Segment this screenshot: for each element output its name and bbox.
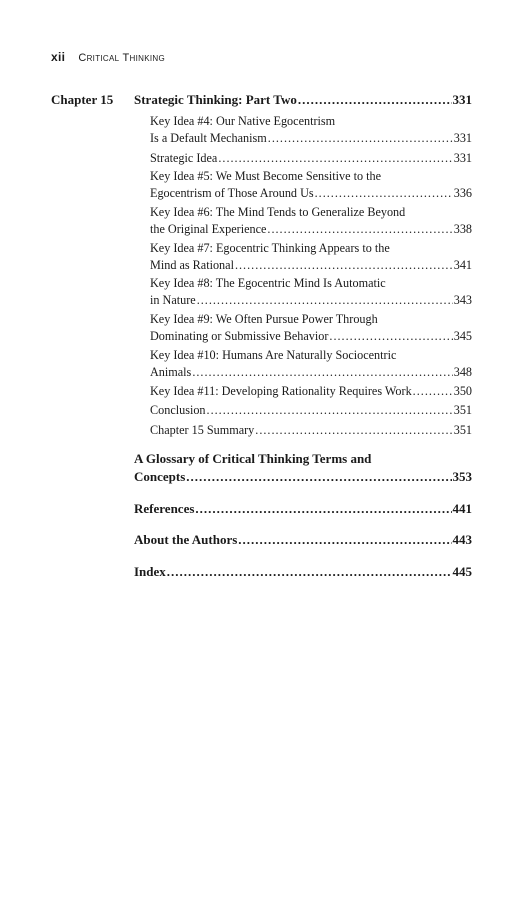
entry-title: References	[134, 501, 195, 516]
toc-entry-chapter-title[interactable]	[134, 92, 472, 108]
entry-title: Conclusion	[150, 403, 206, 417]
entry-line1: Key Idea #5: We Must Become Sensitive to the	[150, 169, 381, 183]
entry-line1: Key Idea #8: The Egocentric Mind Is Automatic	[150, 276, 386, 290]
entry-title: Strategic Idea	[150, 151, 218, 165]
entry-page: 350	[453, 384, 472, 398]
entry-page: 331	[452, 92, 472, 107]
toc-entry[interactable]	[150, 131, 472, 146]
leader-dots	[195, 501, 451, 517]
toc-entry-references[interactable]	[134, 501, 472, 517]
toc-entry[interactable]	[150, 365, 472, 380]
entry-title: Key Idea #11: Developing Rationality Requires Work	[150, 384, 412, 398]
entry-line1: Key Idea #10: Humans Are Naturally Sociocentric	[150, 348, 397, 362]
leader-dots	[186, 469, 451, 485]
running-title: Critical Thinking	[78, 52, 165, 64]
entry-line1: Key Idea #4: Our Native Egocentrism	[150, 114, 336, 128]
leader-dots	[167, 564, 452, 580]
entry-title: Egocentrism of Those Around Us	[150, 186, 314, 200]
toc-entry[interactable]	[150, 151, 472, 166]
entry-title: Animals	[150, 365, 192, 379]
entry-page: 345	[453, 329, 472, 343]
toc-entry[interactable]	[150, 384, 472, 399]
entry-title: Is a Default Mechanism	[150, 131, 267, 145]
entry-page: 445	[452, 564, 472, 579]
toc-entry[interactable]	[150, 222, 472, 237]
leader-dots	[298, 92, 452, 108]
toc-entry[interactable]	[150, 258, 472, 273]
entry-page: 443	[452, 532, 472, 547]
toc-entry[interactable]	[150, 329, 472, 344]
leader-dots	[329, 329, 452, 344]
entry-title: Dominating or Submissive Behavior	[150, 329, 329, 343]
entry-page: 353	[452, 469, 472, 484]
entry-line1: Key Idea #6: The Mind Tends to Generalize Beyond	[150, 205, 406, 219]
leader-dots	[197, 293, 453, 308]
toc-entry-about-authors[interactable]	[134, 532, 472, 548]
leader-dots	[218, 151, 452, 166]
entry-title: Strategic Thinking: Part Two	[134, 92, 297, 107]
entry-page: 343	[453, 293, 472, 307]
entry-page: 351	[453, 403, 472, 417]
leader-dots	[238, 532, 451, 548]
leader-dots	[192, 365, 452, 380]
entry-page: 351	[453, 423, 472, 437]
running-head	[51, 50, 165, 64]
entry-page: 441	[452, 501, 472, 516]
entry-title: the Original Experience	[150, 222, 267, 236]
entry-line1: A Glossary of Critical Thinking Terms and	[134, 451, 372, 466]
chapter-label: Chapter 15	[51, 92, 114, 107]
entry-title: Concepts	[134, 469, 186, 484]
entry-line1: Key Idea #9: We Often Pursue Power Through	[150, 312, 378, 326]
page-number: xii	[51, 50, 66, 64]
entry-title: Index	[134, 564, 166, 579]
toc-entry[interactable]	[150, 186, 472, 201]
leader-dots	[315, 186, 453, 201]
entry-title: About the Authors	[134, 532, 238, 547]
entry-page: 331	[453, 131, 472, 145]
entry-page: 348	[453, 365, 472, 379]
toc-entry[interactable]	[150, 403, 472, 418]
leader-dots	[268, 131, 453, 146]
leader-dots	[207, 403, 453, 418]
leader-dots	[413, 384, 453, 399]
entry-title: in Nature	[150, 293, 196, 307]
toc-entry-glossary[interactable]	[134, 469, 472, 485]
entry-title: Mind as Rational	[150, 258, 234, 272]
leader-dots	[267, 222, 452, 237]
leader-dots	[235, 258, 453, 273]
entry-title: Chapter 15 Summary	[150, 423, 255, 437]
entry-page: 341	[453, 258, 472, 272]
toc-entry[interactable]	[150, 423, 472, 438]
toc-entry[interactable]	[150, 293, 472, 308]
entry-page: 336	[453, 186, 472, 200]
entry-page: 331	[453, 151, 472, 165]
entry-line1: Key Idea #7: Egocentric Thinking Appears to the	[150, 241, 390, 255]
toc-entry-index[interactable]	[134, 564, 472, 580]
entry-page: 338	[453, 222, 472, 236]
leader-dots	[255, 423, 452, 438]
